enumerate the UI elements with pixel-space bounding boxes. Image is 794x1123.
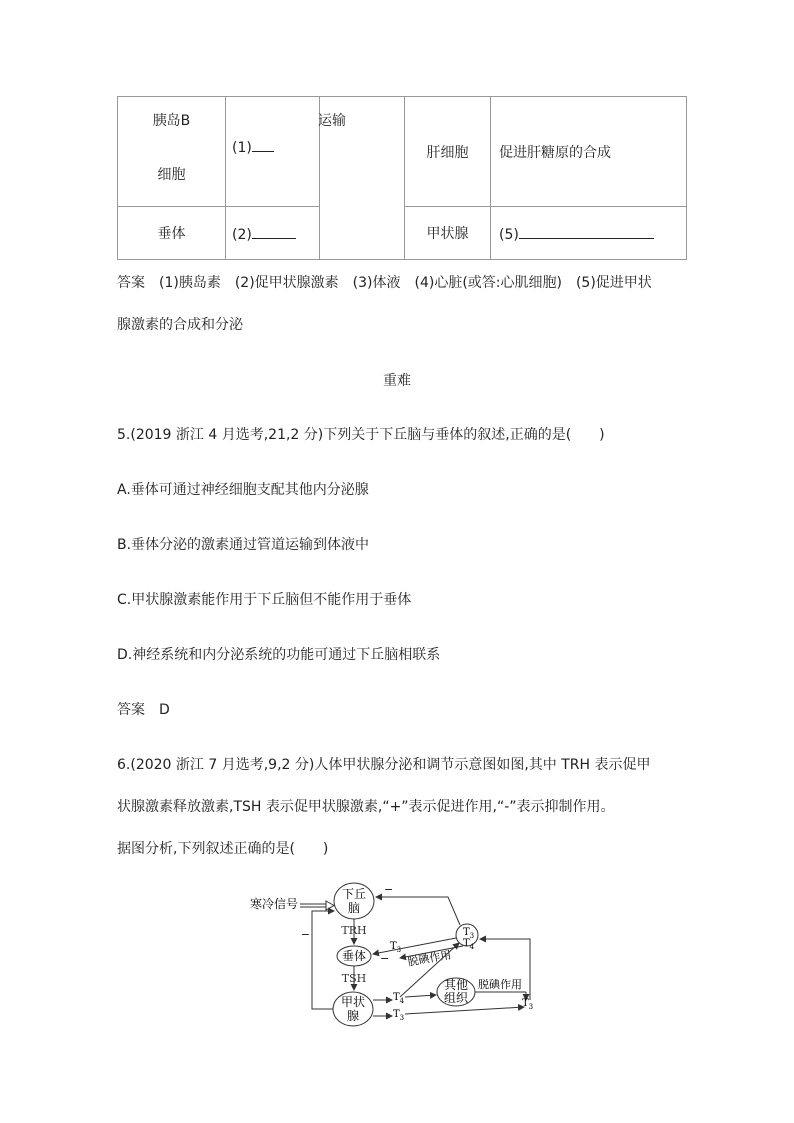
hypothalamus-node (334, 883, 374, 919)
blank-5-label: (5) (499, 226, 519, 243)
q5-stem: 5.(2019 浙江 4 月选考,21,2 分)下列关于下丘脑与垂体的叙述,正确的是( ) (117, 427, 605, 443)
q5-answer: 答案 D (117, 702, 170, 718)
thyroid-node (333, 992, 373, 1026)
q6-stem-line-1: 6.(2020 浙江 7 月选考,9,2 分)人体甲状腺分泌和调节示意图如图,其中 TRH 表示促甲 (117, 757, 651, 773)
t4-label: $T_4$ (463, 938, 475, 951)
other-tissue-label: 其他 (443, 978, 469, 992)
table-row (118, 97, 687, 207)
blank-2-label: (2) (232, 226, 252, 243)
blank-1 (232, 137, 319, 156)
middle-minus-sign: − (380, 952, 390, 965)
table-cell-hormone (226, 97, 320, 207)
hormone-table (117, 96, 687, 260)
t3-near-pituitary: $T_3$ (390, 941, 402, 954)
q6-stem-line-2: 状腺激素释放激素,TSH 表示促甲状腺激素,“+”表示促进作用,“-”表示抑制作用。 (117, 799, 615, 815)
hypothalamus-label: 下丘 (341, 887, 367, 901)
section-title: 重难 (383, 373, 411, 389)
blank-1-line (252, 137, 274, 152)
left-feedback-arrow (312, 911, 334, 1009)
blank-2-line (252, 224, 296, 239)
q5-option-a: A.垂体可通过神经细胞支配其他内分泌腺 (117, 482, 369, 498)
t3-near-thyroid: $T_3$ (393, 1009, 405, 1022)
q6-stem-line-3: 据图分析,下列叙述正确的是( ) (117, 841, 329, 857)
deiodination-label-2: 脱碘作用 (478, 978, 522, 991)
thyroid-label-cont: 腺 (346, 1009, 360, 1023)
hypothalamus-label-cont: 脑 (347, 901, 361, 915)
blank-1-label: (1) (232, 140, 252, 156)
table-cell-gland: 垂体 (118, 207, 226, 260)
q5-option-c: C.甲状腺激素能作用于下丘脑但不能作用于垂体 (117, 592, 412, 608)
blank-5 (491, 207, 687, 260)
tsh-label: TSH (341, 972, 367, 985)
t4-to-tissue-arrow (405, 995, 436, 997)
q5-option-d: D.神经系统和内分泌系统的功能可通过下丘脑相联系 (117, 647, 441, 663)
left-minus-sign: − (300, 928, 310, 941)
t3-to-right-arrow (405, 1007, 524, 1014)
answer-line-1: 答案 (1)胰岛素 (2)促甲状腺激素 (3)体液 (4)心脏(或答:心肌细胞) (5)促进甲状 (117, 275, 652, 291)
table-cell-gland (118, 97, 226, 207)
table-cell-target: 甲状腺 (405, 207, 491, 260)
cold-signal-label: 寒冷信号 (250, 897, 299, 911)
blank-5-line (519, 224, 654, 239)
table-cell-effect: 促进肝糖原的合成 (491, 97, 687, 207)
table-cell-target: 肝细胞 (405, 97, 491, 207)
pituitary-label: 垂体 (341, 949, 367, 963)
t3-right-label: $T_3$ (522, 998, 534, 1011)
t3-label: $T_3$ (463, 927, 475, 940)
deiodination-upper (400, 946, 463, 969)
blank-2 (226, 207, 320, 260)
thyroid-regulation-diagram (250, 876, 550, 1028)
other-tissue-node (437, 977, 475, 1006)
q5-option-b: B.垂体分泌的激素通过管道运输到体液中 (117, 537, 370, 553)
cold-signal-arrow (300, 901, 334, 910)
trh-label: TRH (341, 924, 367, 937)
gland-name: 胰岛B (152, 113, 191, 129)
gland-name-cont: 细胞 (157, 167, 186, 183)
upper-minus-sign: − (384, 883, 394, 896)
pituitary-node (337, 946, 371, 966)
t4-near-thyroid: $T_4$ (393, 992, 405, 1005)
answer-line-2: 腺激素的合成和分泌 (117, 317, 243, 333)
deiodination-label-1: 脱碘作用 (406, 948, 453, 969)
thyroid-label: 甲状 (340, 995, 366, 1009)
transport-mode: 运输 (318, 113, 346, 129)
table-cell-transport (320, 97, 405, 260)
upper-feedback-arrow (376, 897, 460, 925)
other-tissue-label-cont: 组织 (443, 991, 469, 1005)
